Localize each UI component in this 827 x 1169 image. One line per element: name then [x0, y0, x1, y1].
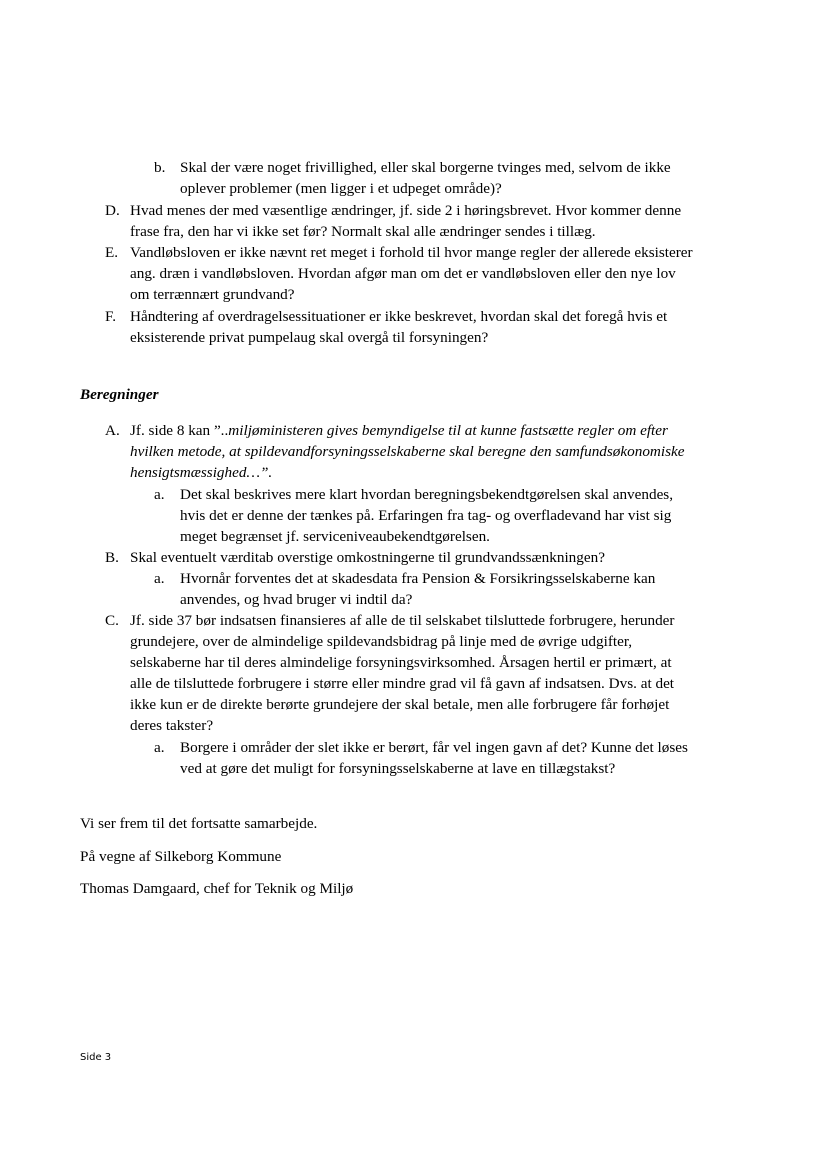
- list-item-line: [130, 420, 668, 441]
- list-marker: a.: [154, 570, 165, 587]
- closing-line: Vi ser frem til det fortsatte samarbejde.: [80, 815, 318, 832]
- list-marker: B.: [105, 549, 119, 566]
- closing-line: På vegne af Silkeborg Kommune: [80, 848, 282, 865]
- list-item-line: deres takster?: [130, 717, 214, 734]
- list-item-line: ved at gøre det muligt for forsyningsselskaberne at lave en tillægstakst?: [180, 760, 616, 777]
- list-item-line: alle de tilsluttede forbrugere i større eller mindre grad vil få gavn af indsatsen. Dvs. at det: [130, 675, 675, 692]
- list-marker: a.: [154, 486, 165, 503]
- quote-text: hvilken metode, at spildevandforsyningsselskaberne skal beregne den samfundsøkonomiske: [130, 443, 685, 460]
- list-marker: A.: [105, 422, 120, 439]
- list-item-line: Vandløbsloven er ikke nævnt ret meget i forhold til hvor mange regler der allerede eksisterer: [130, 244, 693, 261]
- list-marker: a.: [154, 739, 165, 756]
- page-number: Side 3: [80, 1052, 112, 1063]
- list-item-line: ang. dræn i vandløbsloven. Hvordan afgør man om det er vandløbsloven eller den nye lov: [130, 265, 676, 282]
- list-item-line: Håndtering af overdragelsessituationer er ikke beskrevet, hvordan skal det foregå hvis et: [130, 308, 668, 325]
- list-item-line: Borgere i områder der slet ikke er berørt, får vel ingen gavn af det? Kunne det løses: [180, 739, 688, 756]
- quote-text: miljøministeren gives bemyndigelse til at kunne fastsætte regler om efter: [228, 422, 668, 439]
- list-item-line: Jf. side 37 bør indsatsen finansieres af alle de til selskabet tilsluttede forbrugere, herunder: [130, 612, 675, 629]
- list-item-line: Hvad menes der med væsentlige ændringer, jf. side 2 i høringsbrevet. Hvor kommer denne: [130, 202, 682, 219]
- list-item-line: Det skal beskrives mere klart hvordan beregningsbekendtgørelsen skal anvendes,: [180, 486, 674, 503]
- list-item-line: hvis det er denne der tænkes på. Erfaringen fra tag- og overfladevand har vist sig: [180, 507, 672, 524]
- quote-text: hensigtsmæssighed…”.: [130, 464, 273, 481]
- signature-line: Thomas Damgaard, chef for Teknik og Miljø: [80, 880, 354, 897]
- list-marker: b.: [154, 159, 166, 176]
- list-marker: D.: [105, 202, 120, 219]
- list-item-line: anvendes, og hvad bruger vi indtil da?: [180, 591, 413, 608]
- list-marker: F.: [105, 308, 117, 325]
- list-item-line: meget begrænset jf. serviceniveaubekendtgørelsen.: [180, 528, 490, 545]
- list-item-line: frase fra, den har vi ikke set før? Normalt skal alle ændringer sendes i tillæg.: [130, 223, 596, 240]
- list-item-line: grundejere, over de almindelige spildevandsbidrag på linje med de øvrige udgifter,: [130, 633, 633, 650]
- list-item-line: oplever problemer (men ligger i et udpeget område)?: [180, 180, 502, 197]
- list-item-line: selskaberne har til deres almindelige forsyningsvirksomhed. Årsagen hertil er primært, at: [130, 654, 672, 671]
- list-item-line: eksisterende privat pumpelaug skal overgå til forsyningen?: [130, 329, 489, 346]
- list-item-line: ikke kun er de direkte berørte grundejere der skal betale, men alle forbrugere får forhøjet: [130, 696, 670, 713]
- quote-prefix: Jf. side 8 kan ”..: [130, 422, 229, 439]
- list-item-line: Hvornår forventes det at skadesdata fra Pension & Forsikringsselskaberne kan: [180, 570, 656, 587]
- list-item-line: om terrænnært grundvand?: [130, 286, 295, 303]
- list-item-line: Skal der være noget frivillighed, eller skal borgerne tvinges med, selvom de ikke: [180, 159, 671, 176]
- list-marker: E.: [105, 244, 119, 261]
- section-heading: Beregninger: [80, 386, 159, 403]
- list-marker: C.: [105, 612, 119, 629]
- list-item-line: Skal eventuelt værditab overstige omkostningerne til grundvandssænkningen?: [130, 549, 605, 566]
